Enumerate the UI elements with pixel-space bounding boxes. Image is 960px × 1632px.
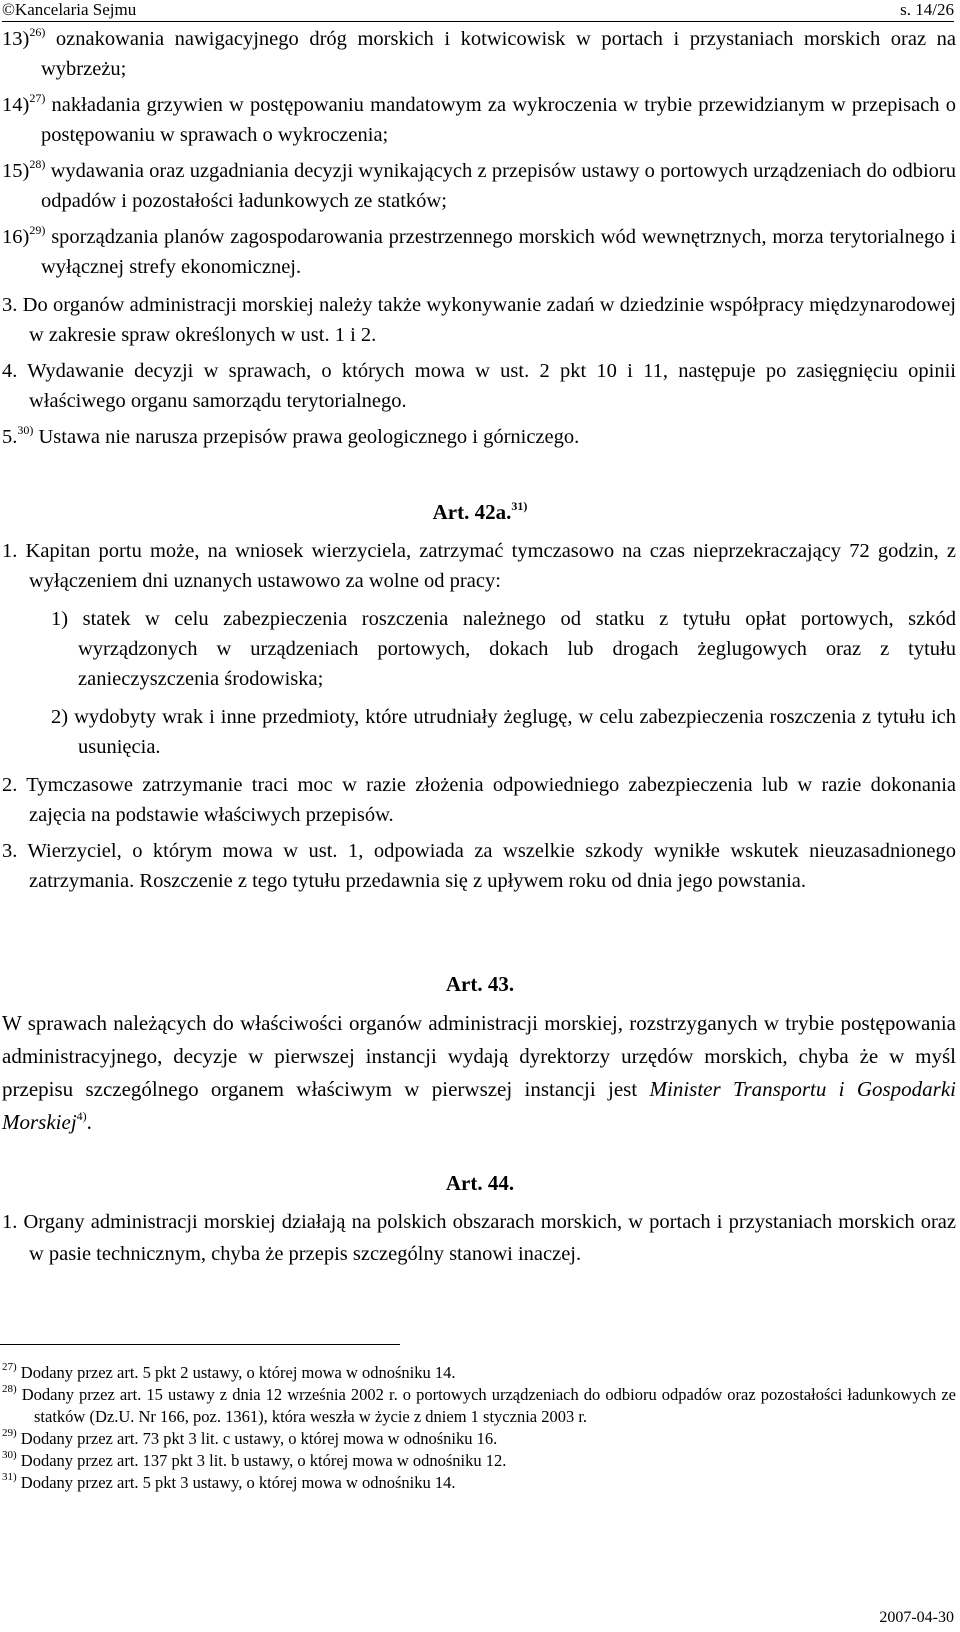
footnote-text: Dodany przez art. 5 pkt 3 ustawy, o której mowa w odnośniku 14. xyxy=(20,1473,456,1492)
footnote-text: Dodany przez art. 73 pkt 3 lit. c ustawy, o której mowa w odnośniku 16. xyxy=(20,1429,498,1448)
header-rule xyxy=(2,21,954,22)
article-heading-44 xyxy=(0,1168,960,1198)
art42a-pkt-2 xyxy=(2,702,956,762)
footnote-28 xyxy=(2,1384,956,1428)
paragraph-text: Ustawa nie narusza przepisów prawa geologicznego i górniczego. xyxy=(38,426,580,448)
footnote-31 xyxy=(2,1472,956,1494)
copyright-label: ©Kancelaria Sejmu xyxy=(2,0,137,19)
art42a-ust-3 xyxy=(2,836,956,896)
item-text: sporządzania planów zagospodarowania przestrzennego morskich wód wewnętrznych, morza terytorialnego i wyłącznej strefy ekonomicznej. xyxy=(41,226,956,278)
article-heading-43 xyxy=(0,969,960,999)
footnote-text: Dodany przez art. 5 pkt 2 ustawy, o której mowa w odnośniku 14. xyxy=(20,1363,456,1382)
footnote-rule xyxy=(0,1344,400,1345)
footnote-ref: 26) xyxy=(29,25,46,39)
item-text: oznakowania nawigacyjnego dróg morskich i kotwicowisk w portach i przystaniach morskich oraz na wybrzeżu; xyxy=(41,28,957,80)
footnote-text: Dodany przez art. 15 ustawy z dnia 12 września 2002 r. o portowych urządzeniach do odbioru odpadów oraz pozostałości ładunkowych ze statków (Dz.U. Nr 166, poz. 1361), która weszła w życie z dniem 1 stycznia 2003 r. xyxy=(21,1385,957,1426)
list-item-13 xyxy=(2,24,956,84)
item-number: 15) xyxy=(2,160,30,182)
footnote-mark: 28) xyxy=(2,1383,17,1395)
article-title: Art. 42a. xyxy=(432,500,512,524)
document-date: 2007-04-30 xyxy=(879,1609,954,1626)
footnote-30 xyxy=(2,1450,956,1472)
art42a-ust-2 xyxy=(2,770,956,830)
paragraph-text: 1. Kapitan portu może, na wniosek wierzyciela, zatrzymać tymczasowo na czas nieprzekraczający 72 godzin, z wyłączeniem dni uznanych ustawowo za wolne od pracy: xyxy=(2,540,956,592)
list-item-16 xyxy=(2,222,956,282)
point-text: 2) wydobyty wrak i inne przedmioty, które utrudniały żeglugę, w celu zabezpieczenia roszczenia z tytułu ich usunięcia. xyxy=(51,706,956,758)
italic-authority-name: Minister Transportu i Gospodarki Morskiej xyxy=(2,1077,956,1134)
footnote-ref: 31) xyxy=(511,499,528,513)
list-item-14 xyxy=(2,90,956,150)
footnote-mark: 27) xyxy=(2,1361,17,1373)
page-number: s. 14/26 xyxy=(900,0,954,19)
item-number: 14) xyxy=(2,94,30,116)
footnote-mark: 30) xyxy=(2,1449,17,1461)
footnote-ref: 30) xyxy=(17,423,34,437)
ust-4 xyxy=(2,356,956,416)
footnote-29 xyxy=(2,1428,956,1450)
footnote-ref: 27) xyxy=(29,91,46,105)
point-text: 1) statek w celu zabezpieczenia roszczenia należnego od statku z tytułu opłat portowych, szkód wyrządzonych w urządzeniach portowych, dokach lub drogach żeglugowych oraz z tytułu zanieczyszczenia środowiska; xyxy=(51,608,956,690)
footnote-ref: 28) xyxy=(29,157,46,171)
paragraph-number: 5. xyxy=(2,426,18,448)
paragraph-text: W sprawach należących do właściwości organów administracji morskiej, rozstrzyganych w trybie postępowania administracyjnego, decyzje w pierwszej instancji wydają dyrektorzy urzędów morskich, chyba że w myśl przepisu szczególnego organem właściwym w pierwszej instancji jest xyxy=(2,1011,956,1101)
footnote-mark: 31) xyxy=(2,1471,17,1483)
paragraph-text: 2. Tymczasowe zatrzymanie traci moc w razie złożenia odpowiedniego zabezpieczenia lub w razie dokonania zajęcia na podstawie właściwych przepisów. xyxy=(2,774,956,826)
art42a-ust-1 xyxy=(2,536,956,596)
footnote-ref: 4) xyxy=(76,1109,87,1123)
paragraph-text: 3. Do organów administracji morskiej należy także wykonywanie zadań w dziedzinie współpracy międzynarodowej w zakresie spraw określonych w ust. 1 i 2. xyxy=(2,294,956,346)
ust-5 xyxy=(2,422,956,452)
paragraph-text: 3. Wierzyciel, o którym mowa w ust. 1, odpowiada za wszelkie szkody wynikłe wskutek nieuzasadnionego zatrzymania. Roszczenie z tego tytułu przedawnia się z upływem roku od dnia jego powstania. xyxy=(2,840,956,892)
footnote-27 xyxy=(2,1362,956,1384)
item-text: wydawania oraz uzgadniania decyzji wynikających z przepisów ustawy o portowych urządzeniach do odbioru odpadów i pozostałości ładunkowych ze statków; xyxy=(41,160,956,212)
article-title: Art. 43. xyxy=(445,972,515,996)
item-number: 16) xyxy=(2,226,30,248)
footnote-text: Dodany przez art. 137 pkt 3 lit. b ustawy, o której mowa w odnośniku 12. xyxy=(20,1451,507,1470)
list-item-15 xyxy=(2,156,956,216)
paragraph-text: 1. Organy administracji morskiej działają na polskich obszarach morskich, w portach i przystaniach morskich oraz w pasie technicznym, chyba że przepis szczególny stanowi inaczej. xyxy=(2,1211,956,1265)
item-text: nakładania grzywien w postępowaniu mandatowym za wykroczenia w trybie przewidzianym w przepisach o postępowaniu w sprawach o wykroczenia; xyxy=(41,94,957,146)
article-title: Art. 44. xyxy=(445,1171,515,1195)
page-header xyxy=(2,0,954,22)
period: . xyxy=(86,1110,92,1134)
footnote-mark: 29) xyxy=(2,1427,17,1439)
item-number: 13) xyxy=(2,28,30,50)
article-heading-42a xyxy=(0,497,960,527)
footnote-ref: 29) xyxy=(29,223,46,237)
art44-ust-1 xyxy=(2,1206,956,1270)
art42a-pkt-1 xyxy=(2,604,956,694)
paragraph-text: 4. Wydawanie decyzji w sprawach, o których mowa w ust. 2 pkt 10 i 11, następuje po zasięgnięciu opinii właściwego organu samorządu terytorialnego. xyxy=(2,360,956,412)
art43-text xyxy=(2,1007,956,1139)
footnotes xyxy=(2,1362,956,1494)
ust-3 xyxy=(2,290,956,350)
